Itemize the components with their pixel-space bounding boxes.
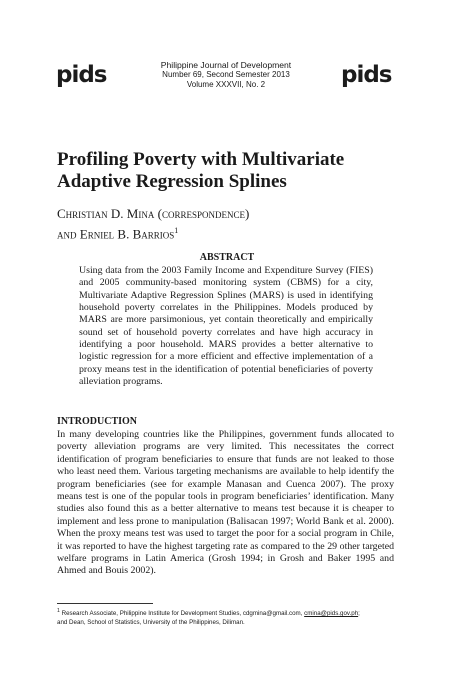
paper-title: [57, 149, 397, 193]
footnote-line-1: [57, 607, 397, 618]
author-footnote-mark: 1: [174, 226, 179, 235]
title-line-2: Adaptive Regression Splines: [57, 171, 287, 192]
footnote: [57, 607, 397, 627]
footnote-line-1-end: ;: [358, 610, 360, 618]
journal-name: Philippine Journal of Development: [160, 60, 292, 70]
introduction-heading: INTRODUCTION: [57, 416, 138, 427]
pids-logo-left: pids: [56, 62, 107, 88]
pids-logo-right: pids: [341, 62, 392, 88]
abstract-text: Using data from the 2003 Family Income and Expenditure Survey (FIES) and 2005 community-based monitoring system (CBMS) for a city, Multivariate Adaptive Regression Splines (MARS) is used in identifying household poverty correlates in the Philippines. Models produced by MARS are more parsimonious, yet contain theoretically and empirically sound set of household poverty correlates and have high accuracy in identifying a poor household. MARS provides a better alternative to logistic regression for a more efficient and effective implementation of a proxy means test in the identification of potential beneficiaries of poverty alleviation programs.: [79, 265, 373, 388]
footnote-email-link[interactable]: cmina@pids.gov.ph: [304, 610, 359, 618]
journal-volume: Volume XXXVII, No. 2: [186, 80, 266, 89]
footnote-divider: [57, 603, 153, 604]
abstract-heading: ABSTRACT: [199, 252, 255, 263]
footnote-mark: 1: [57, 608, 60, 614]
author-list: [57, 205, 397, 242]
author-line-1: Christian D. Mina (correspondence): [57, 206, 250, 221]
title-line-1: Profiling Poverty with Multivariate: [57, 149, 345, 170]
journal-header: [120, 60, 332, 90]
introduction-text: In many developing countries like the Philippines, government funds allocated to poverty alleviation programs are very limited. This necessitates the correct identification of program beneficiaries to ensure that funds are not leaked to those who least need them. Various targeting mechanisms are available to help identify the program beneficiaries (see for example Manasan and Cuenca 2007). The proxy means test is one of the popular tools in program beneficiaries’ identification. Many studies also found this as a better alternative to means test because it is cheaper to implement and less prone to manipulation (Balisacan 1997; World Bank et al. 2000). When the proxy means test was used to target the poor for a social program in Chile, it was reported to have the highest targeting rate as compared to the 29 other targeted welfare programs in Latin America (Grosh 1994; in Grosh and Baker 1995 and Ahmed and Bouis 2002).: [57, 429, 394, 577]
footnote-affiliation: Research Associate, Philippine Institute for Development Studies, cdgmina@gmail.com,: [59, 610, 305, 618]
journal-issue: Number 69, Second Semester 2013: [162, 70, 290, 79]
footnote-line-2: and Dean, School of Statistics, University of the Philippines, Diliman.: [57, 619, 245, 627]
author-line-2: [57, 222, 397, 242]
author-line-2-text: and Erniel B. Barrios: [57, 226, 175, 242]
